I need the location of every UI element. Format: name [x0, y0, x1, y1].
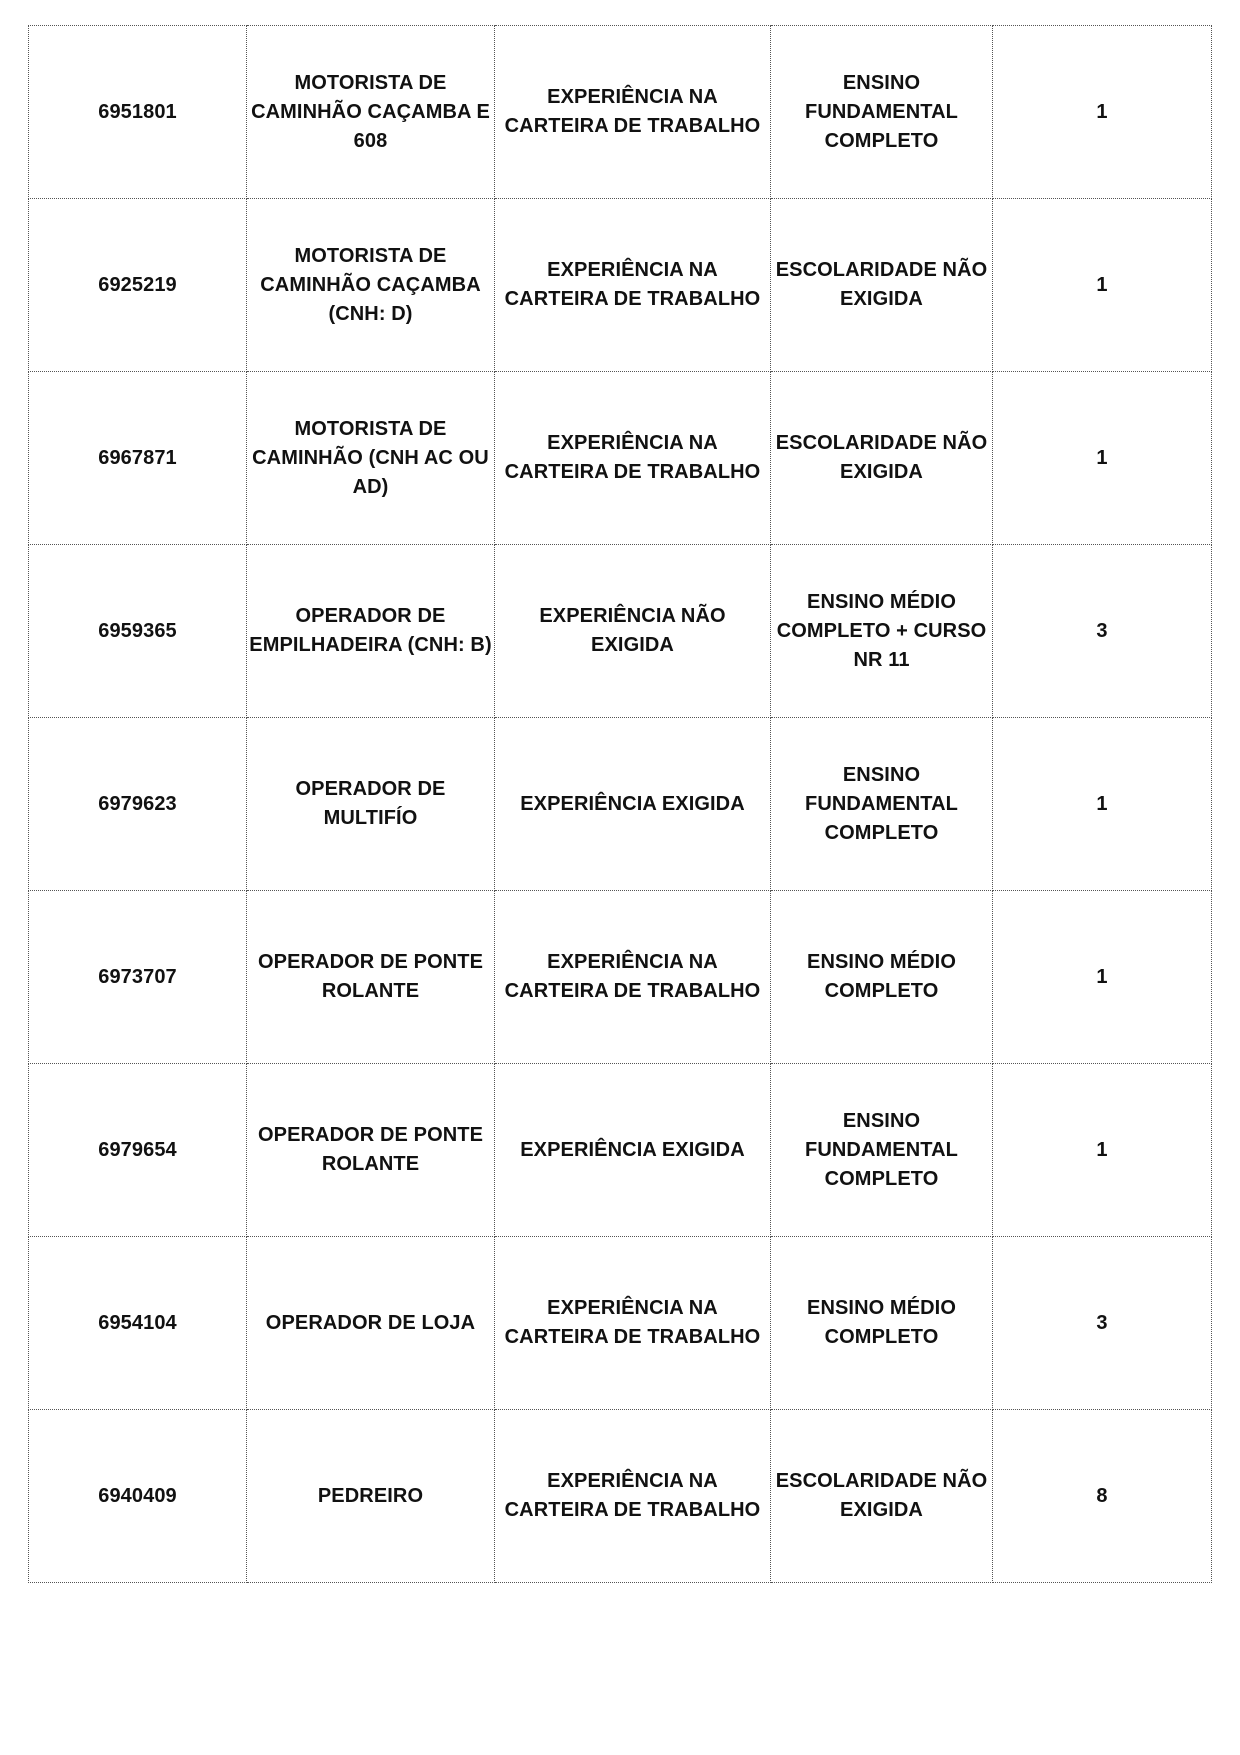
job-title: MOTORISTA DE CAMINHÃO CAÇAMBA E 608	[247, 26, 495, 199]
education-requirement: ENSINO FUNDAMENTAL COMPLETO	[771, 26, 993, 199]
vacancy-count: 3	[993, 545, 1212, 718]
job-code: 6951801	[29, 26, 247, 199]
experience-requirement: EXPERIÊNCIA NA CARTEIRA DE TRABALHO	[495, 1410, 771, 1583]
job-title: MOTORISTA DE CAMINHÃO CAÇAMBA (CNH: D)	[247, 199, 495, 372]
job-code: 6925219	[29, 199, 247, 372]
vacancy-count: 1	[993, 1064, 1212, 1237]
education-requirement: ENSINO FUNDAMENTAL COMPLETO	[771, 718, 993, 891]
job-code: 6973707	[29, 891, 247, 1064]
table-row	[29, 1237, 1212, 1410]
education-requirement: ENSINO MÉDIO COMPLETO	[771, 891, 993, 1064]
vacancy-count: 3	[993, 1237, 1212, 1410]
education-requirement: ESCOLARIDADE NÃO EXIGIDA	[771, 372, 993, 545]
table-row	[29, 1410, 1212, 1583]
experience-requirement: EXPERIÊNCIA NA CARTEIRA DE TRABALHO	[495, 199, 771, 372]
table-row	[29, 372, 1212, 545]
education-requirement: ESCOLARIDADE NÃO EXIGIDA	[771, 1410, 993, 1583]
experience-requirement: EXPERIÊNCIA NA CARTEIRA DE TRABALHO	[495, 1237, 771, 1410]
experience-requirement: EXPERIÊNCIA EXIGIDA	[495, 1064, 771, 1237]
experience-requirement: EXPERIÊNCIA NA CARTEIRA DE TRABALHO	[495, 891, 771, 1064]
vacancy-count: 1	[993, 26, 1212, 199]
vacancy-count: 1	[993, 372, 1212, 545]
table-row	[29, 718, 1212, 891]
table-row	[29, 891, 1212, 1064]
education-requirement: ENSINO MÉDIO COMPLETO + CURSO NR 11	[771, 545, 993, 718]
vacancy-count: 1	[993, 199, 1212, 372]
vacancy-count: 1	[993, 718, 1212, 891]
experience-requirement: EXPERIÊNCIA NA CARTEIRA DE TRABALHO	[495, 372, 771, 545]
job-code: 6979654	[29, 1064, 247, 1237]
job-title: PEDREIRO	[247, 1410, 495, 1583]
job-vacancy-table	[28, 25, 1212, 1583]
table-row	[29, 545, 1212, 718]
job-title: OPERADOR DE PONTE ROLANTE	[247, 891, 495, 1064]
education-requirement: ENSINO FUNDAMENTAL COMPLETO	[771, 1064, 993, 1237]
job-title: OPERADOR DE PONTE ROLANTE	[247, 1064, 495, 1237]
experience-requirement: EXPERIÊNCIA NÃO EXIGIDA	[495, 545, 771, 718]
experience-requirement: EXPERIÊNCIA NA CARTEIRA DE TRABALHO	[495, 26, 771, 199]
job-code: 6967871	[29, 372, 247, 545]
experience-requirement: EXPERIÊNCIA EXIGIDA	[495, 718, 771, 891]
table-row	[29, 1064, 1212, 1237]
job-title: OPERADOR DE MULTIFÍO	[247, 718, 495, 891]
job-title: MOTORISTA DE CAMINHÃO (CNH AC OU AD)	[247, 372, 495, 545]
job-code: 6954104	[29, 1237, 247, 1410]
job-title: OPERADOR DE EMPILHADEIRA (CNH: B)	[247, 545, 495, 718]
vacancy-count: 8	[993, 1410, 1212, 1583]
job-title: OPERADOR DE LOJA	[247, 1237, 495, 1410]
table-row	[29, 26, 1212, 199]
education-requirement: ESCOLARIDADE NÃO EXIGIDA	[771, 199, 993, 372]
vacancy-count: 1	[993, 891, 1212, 1064]
table-row	[29, 199, 1212, 372]
education-requirement: ENSINO MÉDIO COMPLETO	[771, 1237, 993, 1410]
job-code: 6940409	[29, 1410, 247, 1583]
job-code: 6979623	[29, 718, 247, 891]
job-code: 6959365	[29, 545, 247, 718]
